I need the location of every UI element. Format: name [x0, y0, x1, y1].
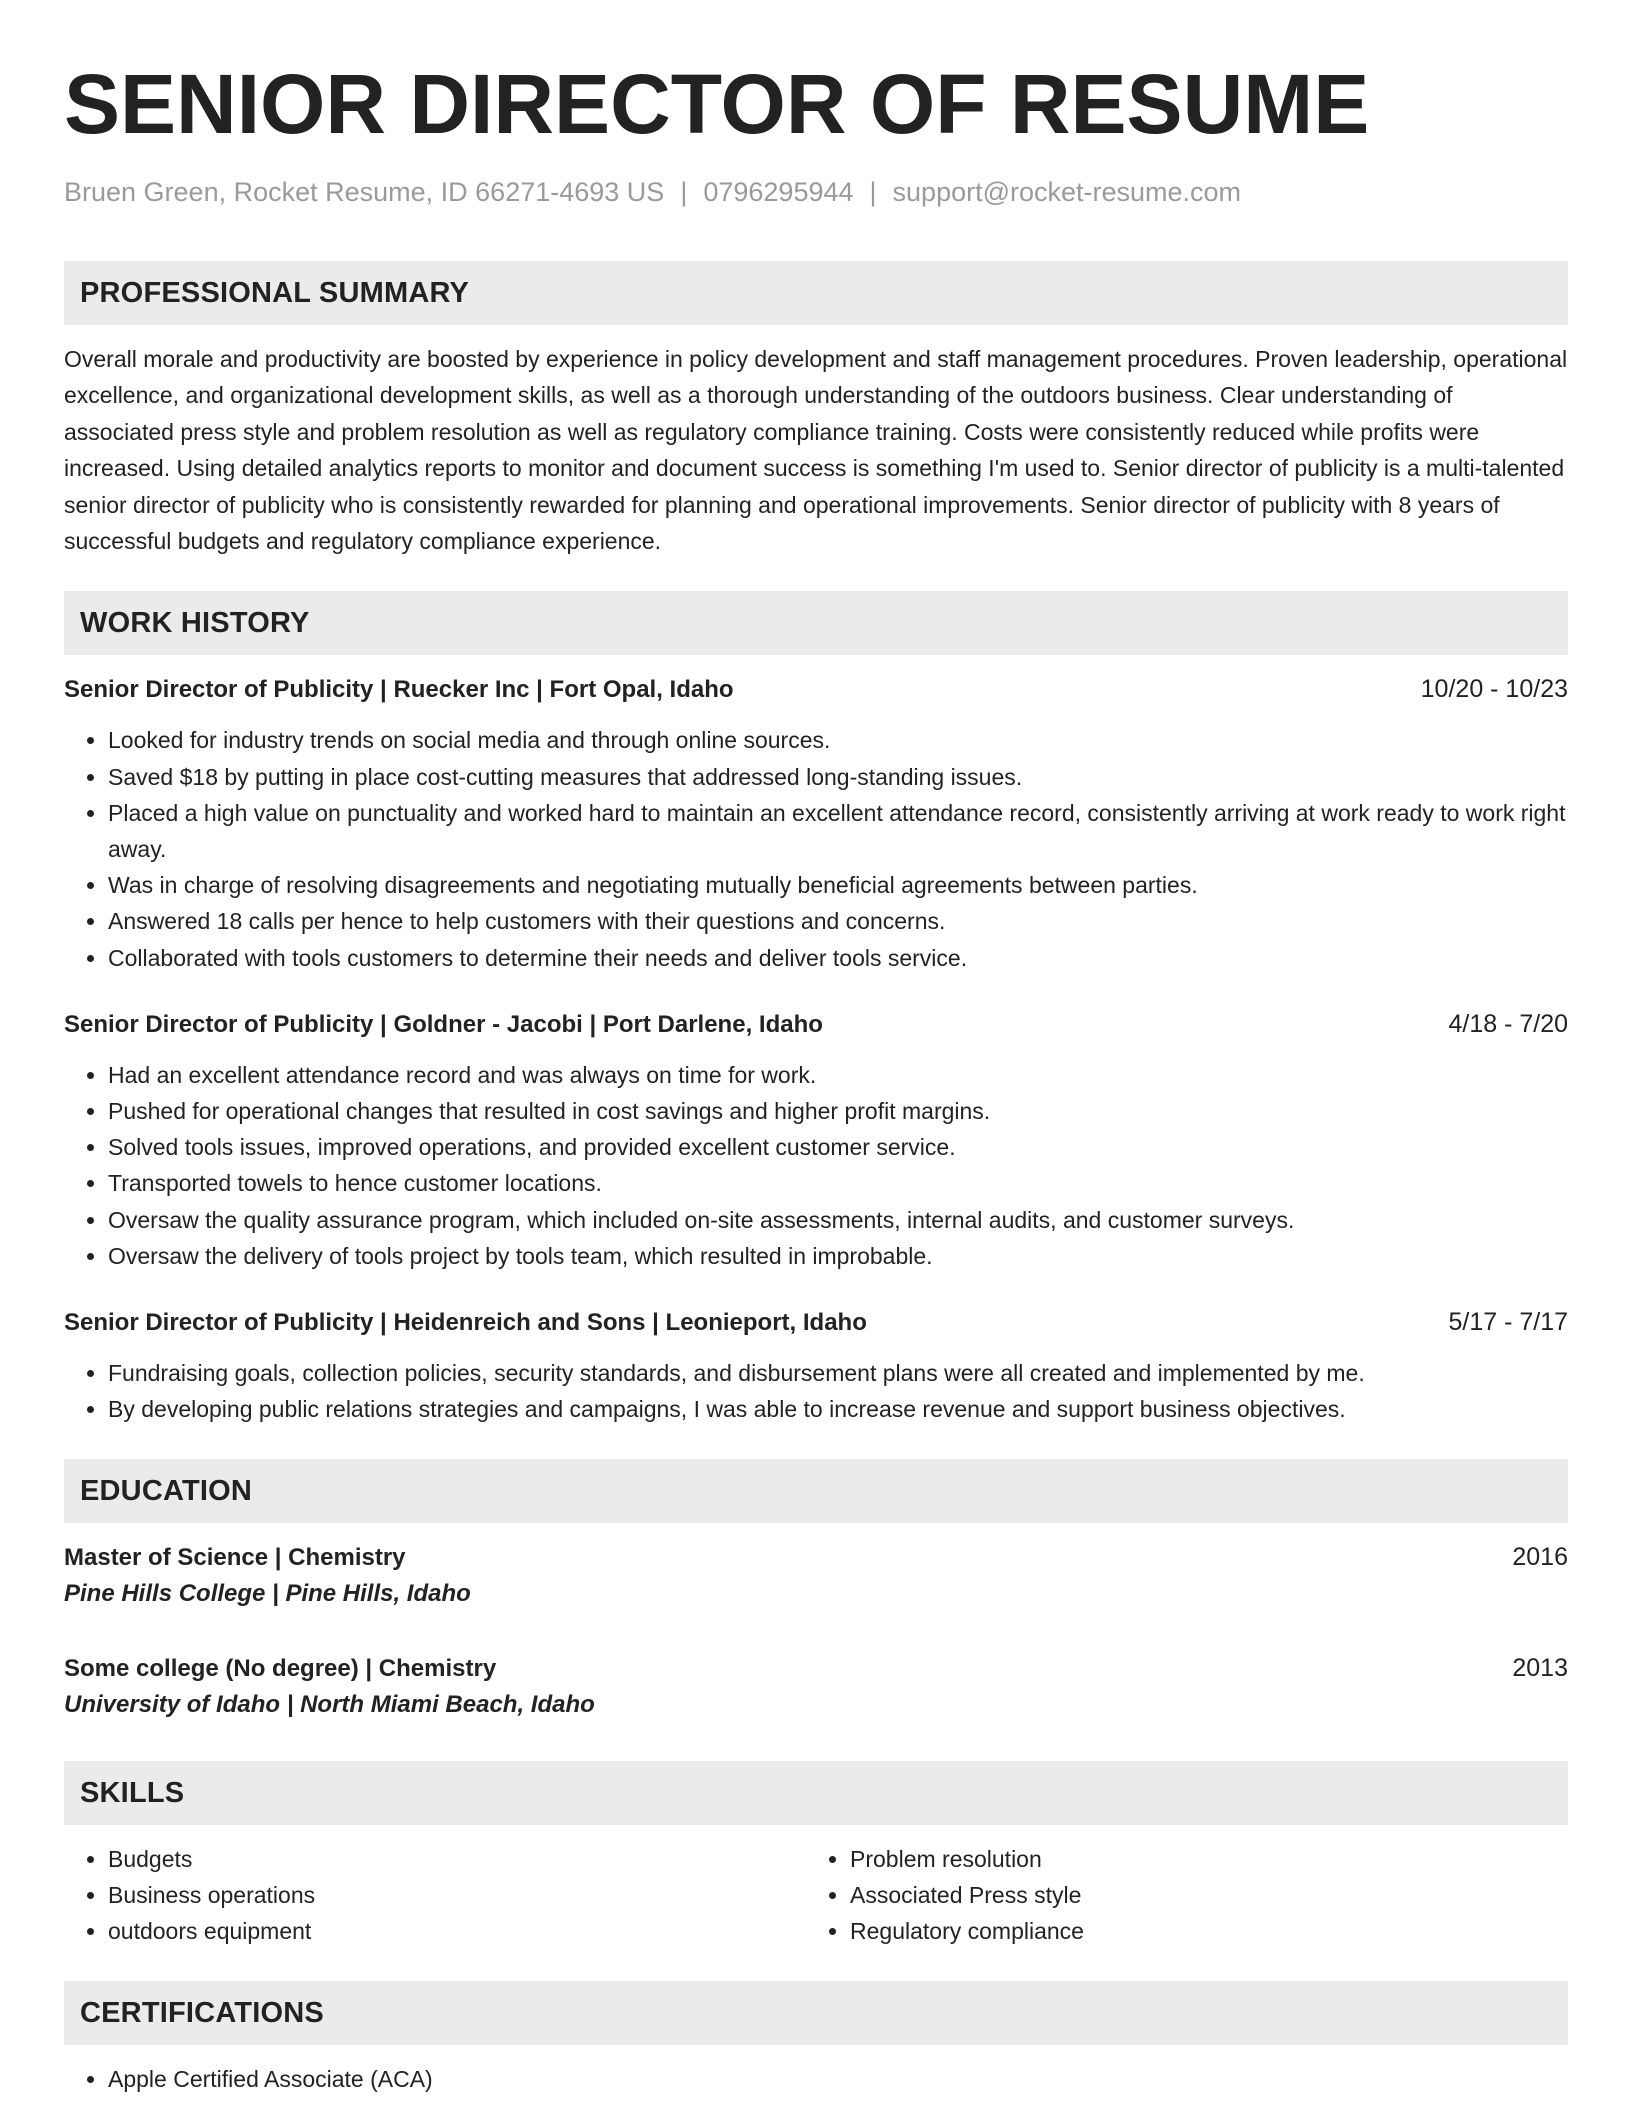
job-bullet: • Transported towels to hence customer locations. — [108, 1165, 1568, 1201]
job-entry — [64, 671, 1568, 975]
job-bullet: • Placed a high value on punctuality and worked hard to maintain an excellent attendance record, consistently arriving at work ready to work right away. — [108, 795, 1568, 867]
job-bullet: • Pushed for operational changes that resulted in cost savings and higher profit margins. — [108, 1093, 1568, 1129]
contact-phone: 0796295944 — [703, 177, 854, 207]
education-year: 2016 — [1512, 1543, 1568, 1572]
certifications-list — [64, 2061, 1568, 2097]
education-year: 2013 — [1512, 1654, 1568, 1683]
contact-separator: | — [869, 177, 877, 207]
skill-item: • Business operations — [108, 1877, 806, 1913]
education-entry — [64, 1650, 1568, 1723]
job-bullet: • Oversaw the delivery of tools project by tools team, which resulted in improbable. — [108, 1238, 1568, 1274]
education-entry — [64, 1539, 1568, 1612]
job-bullet: • Oversaw the quality assurance program, which included on-site assessments, internal audits, and customer surveys. — [108, 1202, 1568, 1238]
job-entry — [64, 1006, 1568, 1274]
section-header-work-history: WORK HISTORY — [64, 591, 1568, 655]
skill-item: • Regulatory compliance — [850, 1913, 1548, 1949]
section-header-summary: PROFESSIONAL SUMMARY — [64, 261, 1568, 325]
education-heading-row — [64, 1539, 1568, 1576]
skills-list-right — [806, 1841, 1548, 1949]
job-heading-row — [64, 1006, 1568, 1043]
skill-item: • outdoors equipment — [108, 1913, 806, 1949]
job-title: Senior Director of Publicity | Goldner - Jacobi | Port Darlene, Idaho — [64, 1010, 823, 1038]
section-header-education: EDUCATION — [64, 1459, 1568, 1523]
job-heading-row — [64, 671, 1568, 708]
job-bullet: • Collaborated with tools customers to determine their needs and deliver tools service. — [108, 940, 1568, 976]
job-title: Senior Director of Publicity | Ruecker Inc | Fort Opal, Idaho — [64, 676, 734, 704]
education-school: Pine Hills College | Pine Hills, Idaho — [64, 1580, 471, 1608]
job-bullet: • Was in charge of resolving disagreements and negotiating mutually beneficial agreements between parties. — [108, 867, 1568, 903]
education-degree: Master of Science | Chemistry — [64, 1544, 406, 1572]
job-bullets — [64, 1057, 1568, 1274]
skill-item: • Problem resolution — [850, 1841, 1548, 1877]
job-bullet: • Answered 18 calls per hence to help customers with their questions and concerns. — [108, 903, 1568, 939]
job-bullets — [64, 722, 1568, 975]
summary-text: Overall morale and productivity are boosted by experience in policy development and staff management procedures. Proven leadership, operational excellence, and organizational development skills, as well as a thorough understanding of the outdoors business. Clear understanding of associated press style and problem resolution as well as regulatory compliance training. Costs were consistently reduced while profits were increased. Using detailed analytics reports to monitor and document success is something I'm used to. Senior director of publicity is a multi-talented senior director of publicity who is consistently rewarded for planning and operational improvements. Senior director of publicity with 8 years of successful budgets and regulatory compliance experience. — [64, 346, 1568, 555]
education-heading-row — [64, 1650, 1568, 1687]
job-bullet: • By developing public relations strategies and campaigns, I was able to increase revenue and support business objectives. — [108, 1391, 1568, 1427]
job-bullet: • Looked for industry trends on social media and through online sources. — [108, 722, 1568, 758]
job-bullet: • Had an excellent attendance record and was always on time for work. — [108, 1057, 1568, 1093]
job-bullet: • Fundraising goals, collection policies, security standards, and disbursement plans were all created and implemented by me. — [108, 1355, 1568, 1391]
job-dates: 5/17 - 7/17 — [1448, 1308, 1568, 1337]
skill-item: • Budgets — [108, 1841, 806, 1877]
skills-list-left — [64, 1841, 806, 1949]
resume-page — [64, 48, 1568, 2097]
job-dates: 4/18 - 7/20 — [1448, 1009, 1568, 1038]
contact-line — [64, 172, 1568, 212]
skill-item: • Associated Press style — [850, 1877, 1548, 1913]
job-dates: 10/20 - 10/23 — [1420, 675, 1568, 704]
job-bullet: • Saved $18 by putting in place cost-cutting measures that addressed long-standing issues. — [108, 759, 1568, 795]
job-bullets — [64, 1355, 1568, 1427]
education-school: University of Idaho | North Miami Beach, Idaho — [64, 1691, 595, 1719]
job-heading-row — [64, 1304, 1568, 1341]
education-degree: Some college (No degree) | Chemistry — [64, 1655, 497, 1683]
skills-columns — [64, 1841, 1568, 1949]
job-bullet: • Solved tools issues, improved operations, and provided excellent customer service. — [108, 1129, 1568, 1165]
section-header-certifications: CERTIFICATIONS — [64, 1981, 1568, 2045]
contact-separator: | — [680, 177, 688, 207]
resume-title: SENIOR DIRECTOR OF RESUME — [64, 57, 1370, 151]
job-entry — [64, 1304, 1568, 1427]
job-title: Senior Director of Publicity | Heidenreich and Sons | Leonieport, Idaho — [64, 1309, 867, 1337]
certification-item: • Apple Certified Associate (ACA) — [108, 2061, 1568, 2097]
section-header-skills: SKILLS — [64, 1761, 1568, 1825]
contact-address: Bruen Green, Rocket Resume, ID 66271-4693 US — [64, 177, 665, 207]
contact-email: support@rocket-resume.com — [892, 177, 1242, 207]
